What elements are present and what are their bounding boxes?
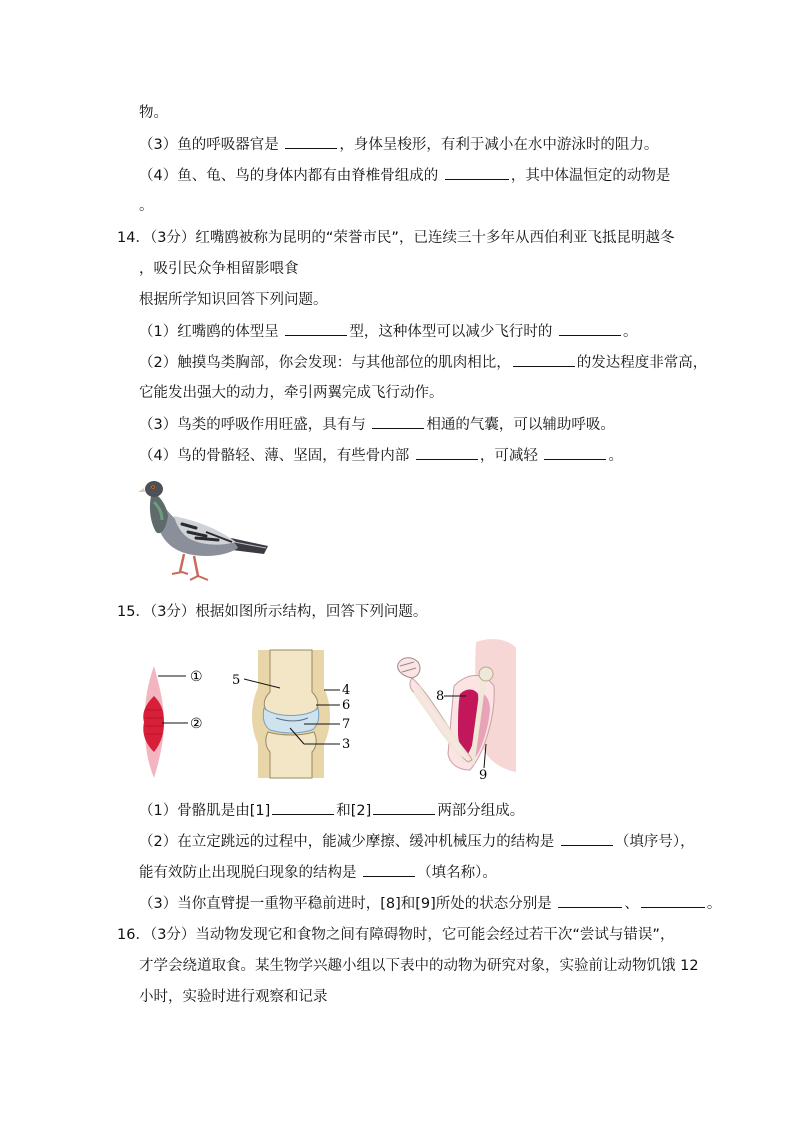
label-3: 3: [342, 737, 351, 752]
label-2: ②: [190, 716, 203, 732]
text: （4）鸟的骨骼轻、薄、坚固，有些骨内部: [139, 448, 414, 464]
answer-blank[interactable]: [561, 831, 613, 846]
text: 根据所学知识回答下列问题。: [139, 292, 328, 308]
answer-blank[interactable]: [372, 414, 424, 429]
q13-line-end: [139, 103, 168, 123]
text: （1）红嘴鸥的体型呈: [139, 324, 284, 340]
q16-stem-line3: [139, 987, 328, 1007]
text: 物。: [139, 105, 168, 121]
label-7: 7: [342, 717, 351, 732]
label-4: 4: [342, 683, 351, 698]
q13-part3: [139, 134, 658, 155]
answer-blank[interactable]: [373, 800, 435, 815]
text: ，身体呈梭形，有利于减小在水中游泳时的阻力。: [339, 137, 659, 153]
answer-blank[interactable]: [544, 445, 606, 460]
text: 两部分组成。: [437, 803, 525, 819]
answer-blank[interactable]: [513, 352, 575, 367]
text: （3）鱼的呼吸器官是: [139, 137, 284, 153]
label-1: ①: [190, 669, 203, 685]
text: （1）骨骼肌是由[1]: [139, 803, 271, 819]
text: ，吸引民众争相留影喂食: [139, 261, 299, 277]
text: 。: [706, 896, 722, 912]
q15-part1: [139, 800, 524, 821]
text: （2）触摸鸟类胸部，你会发现：与其他部位的肌肉相比，: [139, 355, 511, 371]
q16-stem-line1: [117, 925, 674, 945]
q15-stem: [117, 602, 427, 622]
q14-part1: [139, 321, 637, 342]
text: （填序号），: [614, 834, 695, 850]
q14-stem-line3: [139, 290, 328, 310]
text: （4）鱼、龟、鸟的身体内都有由脊椎骨组成的: [139, 168, 443, 184]
text: （3）鸟类的呼吸作用旺盛，具有与: [139, 417, 371, 433]
q16-stem-line2: [139, 956, 699, 976]
text: 。: [139, 198, 154, 214]
joint-diagram: [228, 648, 360, 780]
text: 16．（3分）当动物发现它和食物之间有障碍物时，它可能会经过若干次“尝试与错误”，: [117, 927, 675, 943]
answer-blank[interactable]: [559, 321, 621, 336]
text: 15．（3分）根据如图所示结构，回答下列问题。: [117, 604, 428, 620]
label-8: 8: [436, 689, 445, 704]
text: 型，这种体型可以减少飞行时的: [349, 324, 557, 340]
text: 。: [608, 448, 623, 464]
q14-part2-cont: [139, 383, 444, 403]
answer-blank[interactable]: [445, 165, 509, 180]
text: 相通的气囊，可以辅助呼吸。: [426, 417, 615, 433]
answer-blank[interactable]: [272, 800, 334, 815]
text: ，其中体温恒定的动物是: [510, 168, 671, 184]
q14-stem-line2: [139, 259, 299, 279]
q14-part3: [139, 414, 615, 435]
text: 能有效防止出现脱臼现象的结构是: [139, 865, 362, 881]
q15-part2: [139, 831, 695, 852]
text: 的发达程度非常高，: [576, 355, 708, 371]
arm-diagram: [392, 636, 518, 782]
text: （3）当你直臂提一重物平稳前进时，[8]和[9]所处的状态分别是: [139, 896, 557, 912]
label-5: 5: [232, 673, 241, 688]
answer-blank[interactable]: [641, 893, 705, 908]
muscle-diagram: [132, 662, 212, 782]
answer-blank[interactable]: [285, 321, 347, 336]
text: 它能发出强大的动力，牵引两翼完成飞行动作。: [139, 385, 444, 401]
q13-part4-end: [139, 196, 154, 216]
q14-stem-line1: [117, 228, 674, 248]
text: 小时，实验时进行观察和记录: [139, 989, 328, 1005]
label-6: 6: [342, 698, 351, 713]
answer-blank[interactable]: [416, 445, 478, 460]
text: 14．（3分）红嘴鸥被称为昆明的“荣誉市民”，已连续三十多年从西伯利亚飞抵昆明越冬: [117, 230, 675, 246]
q14-part4: [139, 445, 623, 466]
text: （2）在立定跳远的过程中，能减少摩擦、缓冲机械压力的结构是: [139, 834, 559, 850]
text: 。: [622, 324, 638, 340]
q15-part3: [139, 893, 721, 914]
text: 才学会绕道取食。某生物学兴趣小组以下表中的动物为研究对象，实验前让动物饥饿 12: [139, 958, 699, 974]
answer-blank[interactable]: [285, 134, 337, 149]
pigeon-illustration: [136, 476, 272, 588]
text: （填名称）。: [417, 865, 497, 881]
text: 和[2]: [336, 803, 372, 819]
answer-blank[interactable]: [558, 893, 622, 908]
text: 、: [624, 896, 639, 912]
q13-part4: [139, 165, 670, 186]
answer-blank[interactable]: [363, 862, 415, 877]
label-9: 9: [479, 768, 488, 782]
q14-part2: [139, 352, 707, 373]
text: ，可减轻: [479, 448, 543, 464]
q15-part2-cont: [139, 862, 497, 883]
